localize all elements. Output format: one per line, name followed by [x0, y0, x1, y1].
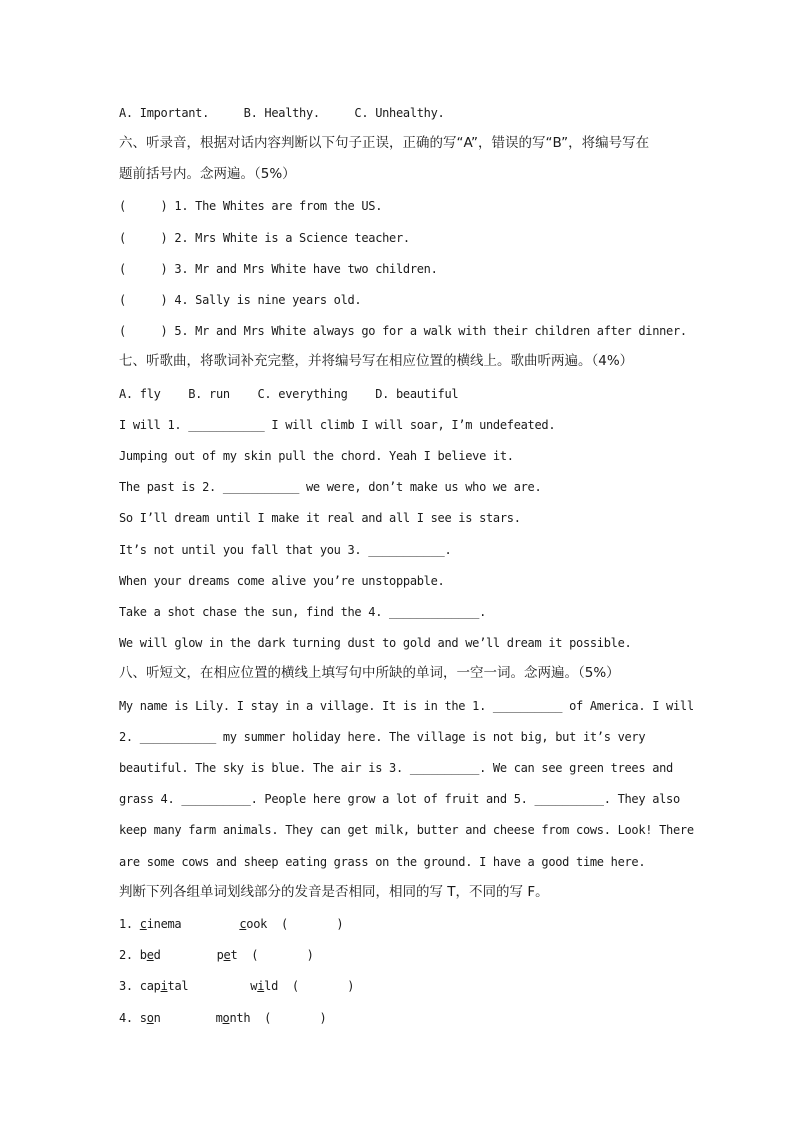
item-number: 3.: [119, 979, 133, 993]
lyric-line: Jumping out of my skin pull the chord. Yeah I believe it.: [119, 449, 514, 463]
word-2: pet: [216, 948, 238, 962]
underlined-letters: c: [239, 917, 247, 931]
underlined-letters: i: [257, 979, 265, 993]
passage-line: beautiful. The sky is blue. The air is 3. __________. We can see green trees and: [119, 761, 673, 775]
options-line: A. Important. B. Healthy. C. Unhealthy.: [119, 106, 445, 120]
phonics-item: [119, 916, 343, 932]
item-number: 1.: [119, 917, 133, 931]
passage-line: keep many farm animals. They can get milk, butter and cheese from cows. Look! There: [119, 823, 694, 837]
underlined-letters: c: [139, 917, 147, 931]
section-6-heading-cont: 题前括号内。念两遍。（5%）: [119, 166, 296, 182]
true-false-item: ( ) 3. Mr and Mrs White have two children.: [119, 262, 438, 276]
true-false-item: ( ) 5. Mr and Mrs White always go for a walk with their children after dinner.: [119, 324, 687, 338]
passage-line: grass 4. __________. People here grow a lot of fruit and 5. __________. They also: [119, 792, 680, 806]
lyric-line: When your dreams come alive you’re unstoppable.: [119, 574, 445, 588]
word-1: cinema: [139, 917, 182, 931]
true-false-item: ( ) 4. Sally is nine years old.: [119, 293, 362, 307]
passage-line: are some cows and sheep eating grass on the ground. I have a good time here.: [119, 855, 646, 869]
phonics-item: [119, 947, 314, 963]
passage-line: 2. ___________ my summer holiday here. The village is not big, but it’s very: [119, 730, 646, 744]
underlined-letters: o: [146, 1011, 154, 1025]
section-7-heading: 七、听歌曲，将歌词补充完整，并将编号写在相应位置的横线上。歌曲听两遍。（4%）: [119, 353, 634, 369]
word-1: bed: [139, 948, 161, 962]
word-1: capital: [139, 979, 189, 993]
underlined-letters: e: [223, 948, 231, 962]
word-2: month: [215, 1011, 251, 1025]
song-options: A. fly B. run C. everything D. beautiful: [119, 387, 459, 401]
item-number: 2.: [119, 948, 133, 962]
phonics-item: [119, 1010, 326, 1026]
true-false-item: ( ) 2. Mrs White is a Science teacher.: [119, 231, 410, 245]
passage-line: My name is Lily. I stay in a village. It is in the 1. __________ of America. I will: [119, 699, 694, 713]
word-1: son: [139, 1011, 161, 1025]
true-false-item: ( ) 1. The Whites are from the US.: [119, 199, 383, 213]
lyric-line: I will 1. ___________ I will climb I will soar, I’m undefeated.: [119, 418, 556, 432]
word-2: wild: [250, 979, 279, 993]
phonics-item: [119, 978, 354, 994]
underlined-letters: o: [222, 1011, 230, 1025]
lyric-line: It’s not until you fall that you 3. ___________.: [119, 543, 452, 557]
underlined-letters: i: [160, 979, 168, 993]
lyric-line: Take a shot chase the sun, find the 4. _____________.: [119, 605, 487, 619]
section-6-heading: 六、听录音，根据对话内容判断以下句子正误，正确的写“A”，错误的写“B”，将编号写在: [119, 135, 650, 151]
phonics-heading: 判断下列各组单词划线部分的发音是否相同，相同的写 T，不同的写 F。: [119, 884, 549, 900]
answer-parens: ( ): [291, 979, 355, 993]
answer-parens: ( ): [251, 948, 314, 962]
answer-parens: ( ): [264, 1011, 327, 1025]
lyric-line: So I’ll dream until I make it real and all I see is stars.: [119, 511, 521, 525]
lyric-line: We will glow in the dark turning dust to gold and we’ll dream it possible.: [119, 636, 632, 650]
underlined-letters: e: [146, 948, 154, 962]
lyric-line: The past is 2. ___________ we were, don’t make us who we are.: [119, 480, 542, 494]
item-number: 4.: [119, 1011, 133, 1025]
word-2: cook: [239, 917, 268, 931]
answer-parens: ( ): [280, 917, 344, 931]
section-8-heading: 八、听短文，在相应位置的横线上填写句中所缺的单词，一空一词。念两遍。（5%）: [119, 665, 620, 681]
